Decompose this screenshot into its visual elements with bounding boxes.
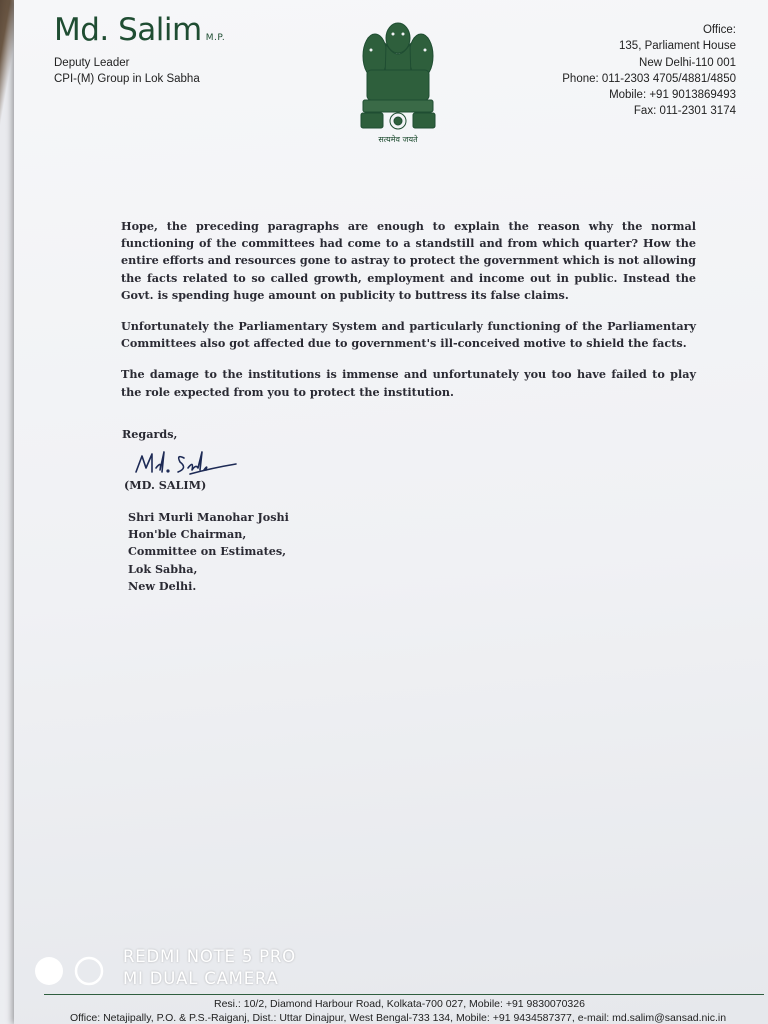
office-line: New Delhi-110 001 [639,56,736,69]
addressee-block [128,509,289,595]
addressee-line: Committee on Estimates, [128,544,287,559]
office-address [562,22,736,120]
camera-dual-lens-icon [33,955,105,987]
addressee-line: Hon'ble Chairman, [128,527,247,542]
footer-residence: Resi.: 10/2, Diamond Harbour Road, Kolkata-700 027, Mobile: +91 9830070326 [214,998,585,1010]
sender-suffix: M.P. [205,33,226,43]
office-line: 135, Parliament House [619,40,736,53]
addressee-line: Shri Murli Manohar Joshi [128,510,289,524]
office-fax: Fax: 011-2301 3174 [633,105,736,118]
closing: Regards, [122,427,178,441]
camera-watermark [123,946,296,990]
sender-designation: Deputy Leader [54,57,130,69]
letter-body [121,218,696,415]
national-emblem-icon [359,14,437,146]
signed-name: (MD. SALIM) [124,478,207,492]
office-heading: Office: [702,24,736,36]
paragraph: Hope, the preceding paragraphs are enough to explain the reason why the normal functioning of the committees had come to a standstill and from which quarter? How the entire efforts and resources gone to astray to protect the government which is not allowing the facts related to so called growth, employment and income out in public. Instead the Govt. is spending huge amount on publicity to buttress its false claims. [121,219,696,302]
paragraph: The damage to the institutions is immense and unfortunately you too have failed to play the role expected from you to protect the institution. [121,367,696,399]
addressee-line: New Delhi. [128,578,197,593]
addressee-line: Lok Sabha, [128,561,198,576]
paragraph: Unfortunately the Parliamentary System and particularly functioning of the Parliamentary Committees also got affected due to government's ill-conceived motive to shield the facts. [121,319,696,351]
handwritten-signature [132,446,242,478]
footer-divider [44,994,764,995]
watermark-model: REDMI NOTE 5 PRO [123,947,296,966]
footer-office: Office: Netajipally, P.O. & P.S.-Raiganj, Dist.: Uttar Dinajpur, West Bengal-733 134, Mobile: +91 9434587377, e-mail: md.salim@sansad.nic.in [70,1012,727,1024]
sender-group: CPI-(M) Group in Lok Sabha [54,73,200,85]
office-phone: Phone: 011-2303 4705/4881/4850 [562,72,736,85]
watermark-camera: MI DUAL CAMERA [123,969,279,988]
sender-name: Md. Salim [54,12,202,48]
emblem-motto: सत्यमेव जयते [378,135,418,144]
letter-sheet [14,0,768,1024]
office-mobile: Mobile: +91 9013869493 [609,89,736,102]
letterhead-name [54,12,225,48]
